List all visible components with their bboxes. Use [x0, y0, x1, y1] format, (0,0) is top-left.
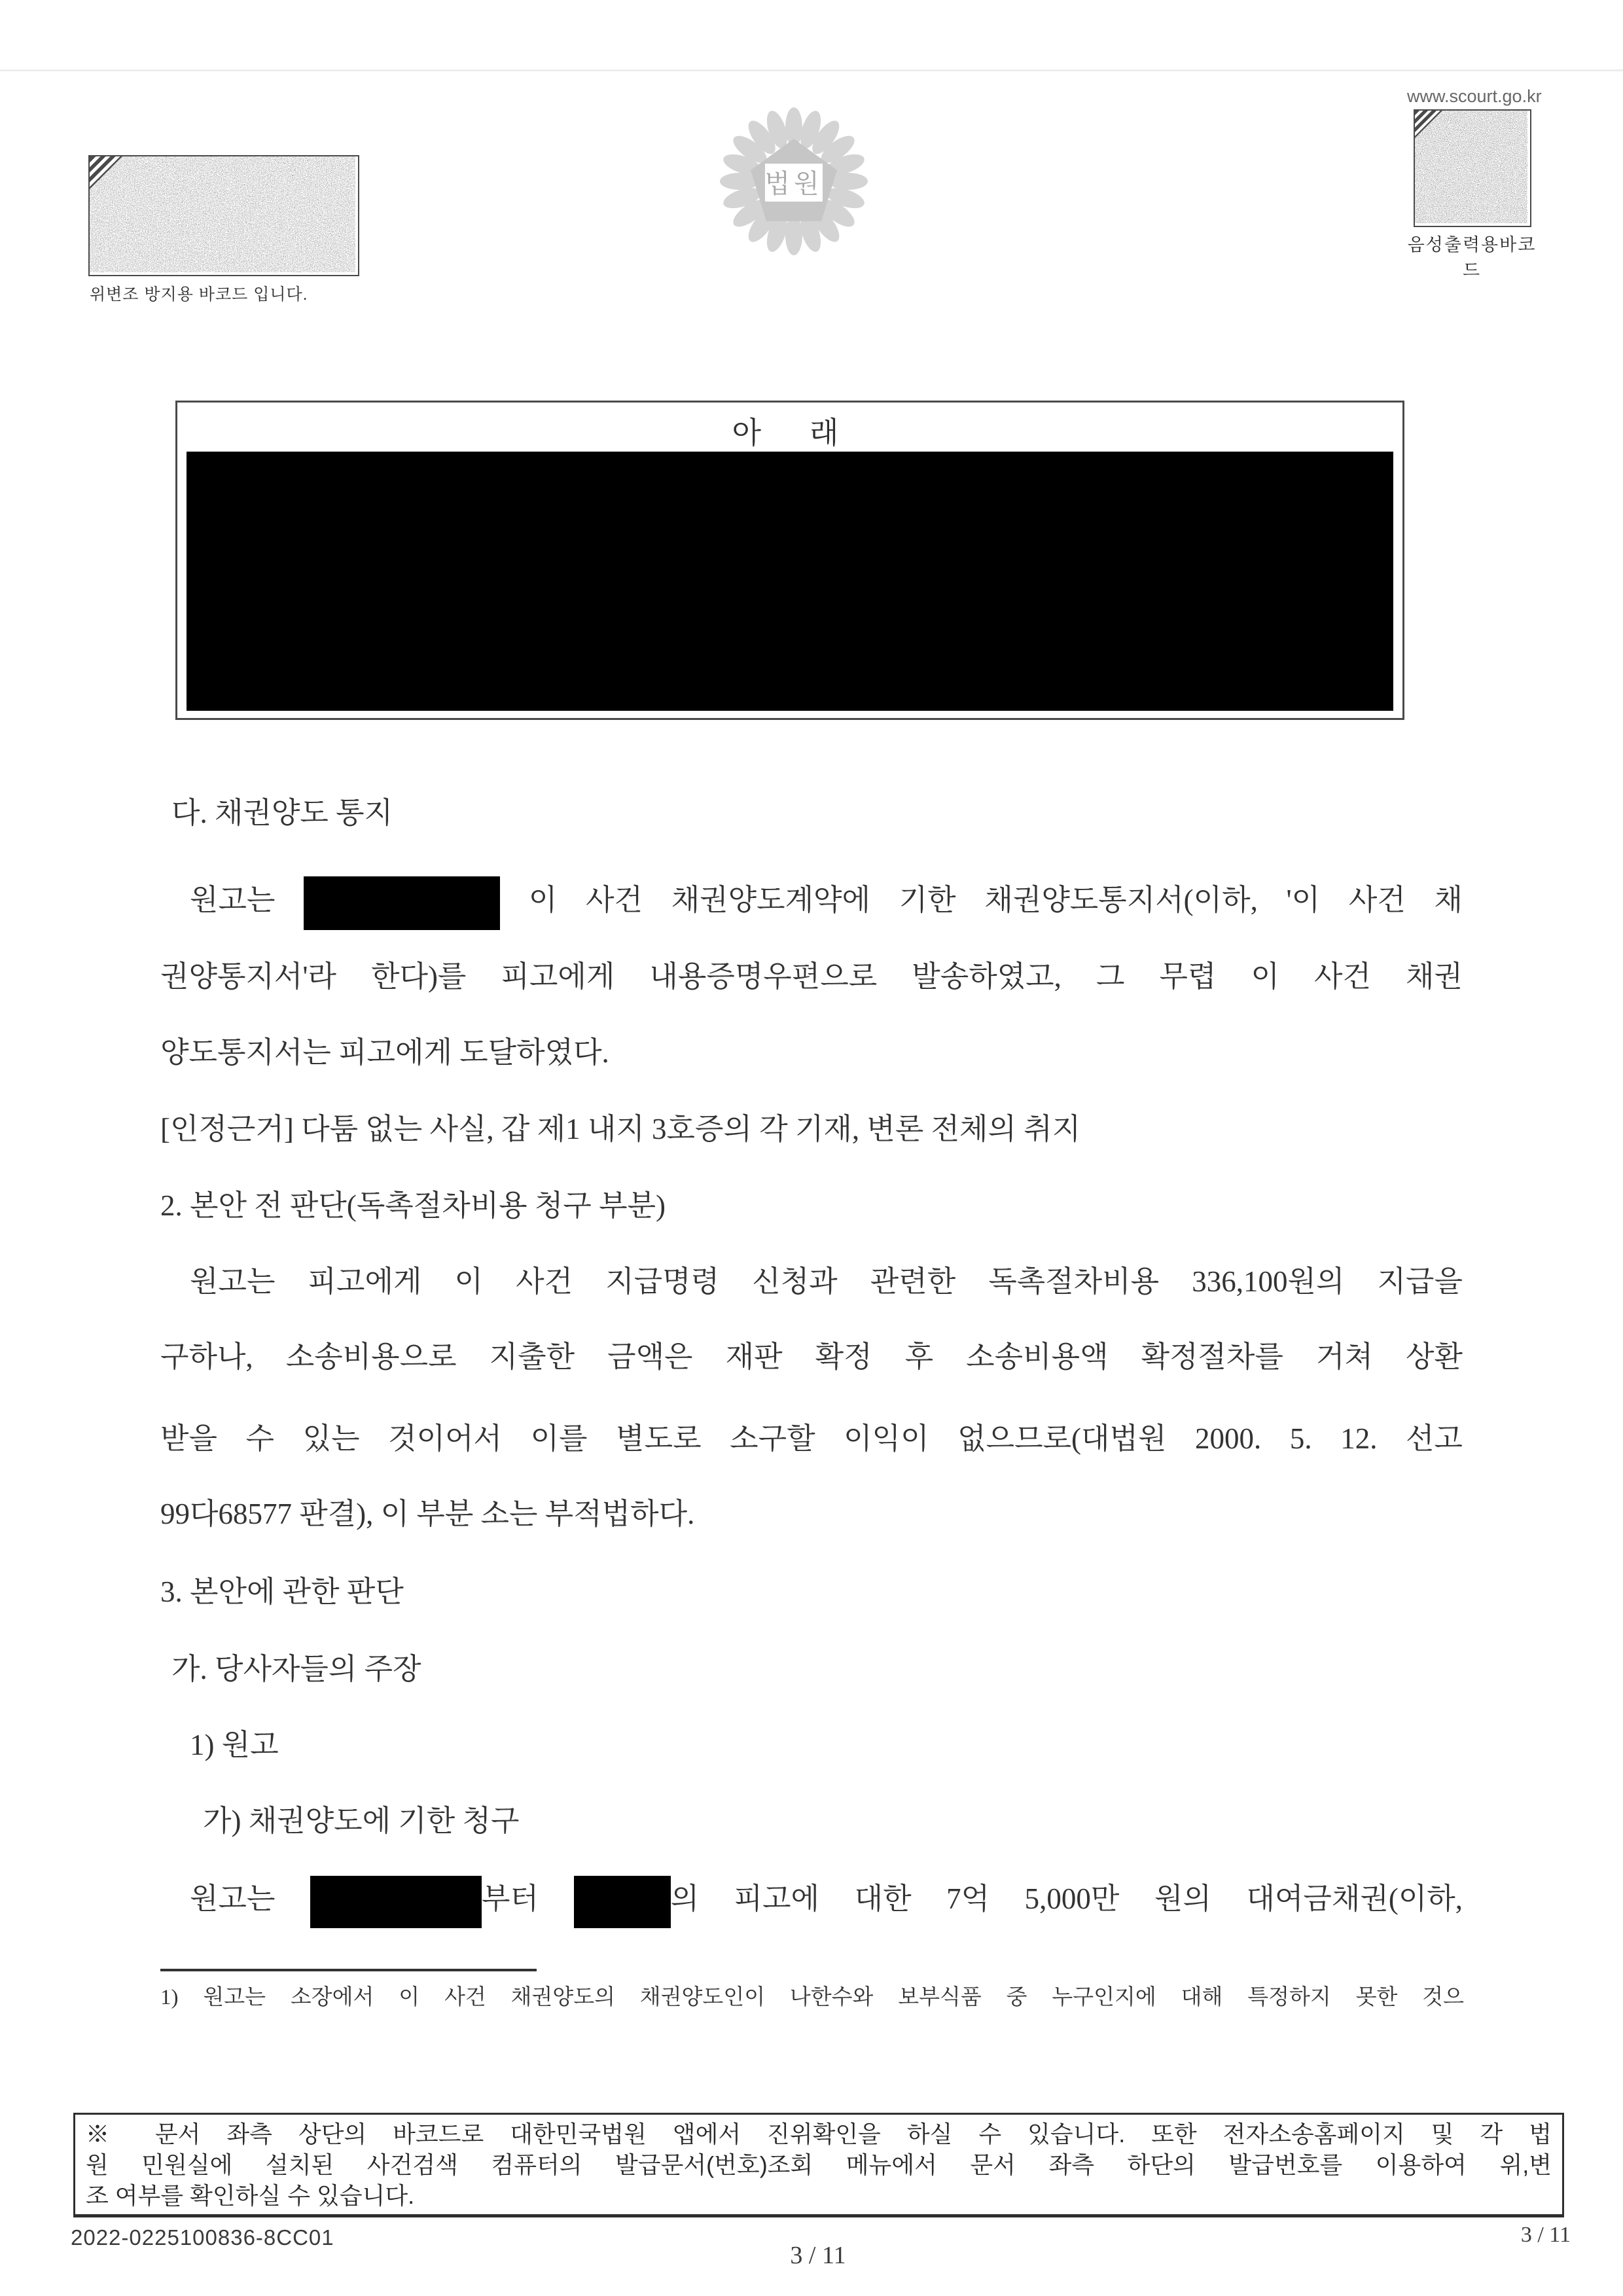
anti-forgery-barcode [88, 155, 359, 276]
scan-artifact-line [0, 69, 1623, 71]
notice-line-2: 원 민원실에 설치된 사건검색 컴퓨터의 발급문서(번호)조회 메뉴에서 문서 좌측 하단의 발급번호를 이용하여 위,변 [86, 2151, 1552, 2178]
heading-3-ga-1: 1) 원고 [190, 1729, 279, 1761]
scourt-url: www.scourt.go.kr [1407, 86, 1542, 106]
notice-line-1: ※ 문서 좌측 상단의 바코드로 대한민국법원 앱에서 진위확인을 하실 수 있습니다. 또한 전자소송홈페이지 및 각 법 [86, 2121, 1552, 2147]
redaction-box-inline [304, 876, 500, 930]
heading-2: 2. 본안 전 판단(독촉절차비용 청구 부분) [160, 1189, 666, 1222]
voice-barcode-caption: 음성출력용바코드 [1407, 235, 1537, 280]
paragraph-2-line-1: 원고는 피고에게 이 사건 지급명령 신청과 관련한 독촉절차비용 336,100원의 지급을 [190, 1265, 1463, 1298]
paragraph-text: 원고는 [190, 884, 276, 916]
paragraph-1-line-2: 권양통지서'라 한다)를 피고에게 내용증명우편으로 발송하였고, 그 무렵 이 사건 채권 [160, 960, 1463, 993]
heading-3-ga-1-ga: 가) 채권양도에 기한 청구 [203, 1804, 520, 1837]
heading-3: 3. 본안에 관한 판단 [160, 1575, 404, 1608]
page-number-right: 3 / 11 [1520, 2223, 1571, 2247]
paragraph-text: 부터 [482, 1882, 539, 1915]
anti-forgery-caption: 위변조 방지용 바코드 입니다. [90, 285, 308, 304]
qr-noise [1415, 111, 1527, 223]
footnote-text: 1) 원고는 소장에서 이 사건 채권양도의 채권양도인이 나한수와 보부식품 중 누구인지에 대해 특정하지 못한 것으 [160, 1986, 1464, 2009]
below-section-title: 아 래 [732, 416, 848, 450]
barcode-noise [90, 156, 355, 272]
heading-da: 다. 채권양도 통지 [171, 797, 393, 829]
paragraph-text: 원고는 [190, 1882, 276, 1915]
redaction-box-inline [310, 1876, 482, 1928]
page-number-center: 3 / 11 [790, 2242, 846, 2269]
paragraph-1-line-1 [190, 870, 1463, 931]
court-seal-watermark [715, 105, 872, 259]
heading-3-ga: 가. 당사자들의 주장 [171, 1653, 421, 1685]
redaction-box-inline [574, 1876, 671, 1928]
paragraph-2-line-2: 구하나, 소송비용으로 지출한 금액은 재판 확정 후 소송비용액 확정절차를 거쳐 상환 [160, 1340, 1463, 1373]
redaction-box-large [187, 452, 1393, 711]
paragraph-2-line-3: 받을 수 있는 것이어서 이를 별도로 소구할 이익이 없으므로(대법원 2000. 5. 12. 선고 [160, 1422, 1463, 1455]
paragraph-1-line-3: 양도통지서는 피고에게 도달하였다. [160, 1036, 609, 1069]
paragraph-2-line-4: 99다68577 판결), 이 부분 소는 부적법하다. [160, 1498, 695, 1530]
paragraph-text: 이 사건 채권양도계약에 기한 채권양도통지서(이하, '이 사건 채 [528, 884, 1463, 916]
voice-output-barcode [1414, 109, 1531, 227]
issue-number: 2022-0225100836-8CC01 [71, 2225, 334, 2250]
notice-line-3: 조 여부를 확인하실 수 있습니다. [86, 2182, 415, 2209]
paragraph-text: 의 피고에 대한 7억 5,000만 원의 대여금채권(이하, [670, 1882, 1463, 1915]
below-section-box [175, 401, 1404, 720]
seal-label: 법원 [764, 169, 823, 198]
footnote-separator [160, 1969, 537, 1971]
paragraph-3-line-1 [190, 1869, 1463, 1929]
evidence-basis-line: [인정근거] 다툼 없는 사실, 갑 제1 내지 3호증의 각 기재, 변론 전체의 취지 [160, 1113, 1081, 1145]
verification-notice-box [73, 2113, 1564, 2217]
